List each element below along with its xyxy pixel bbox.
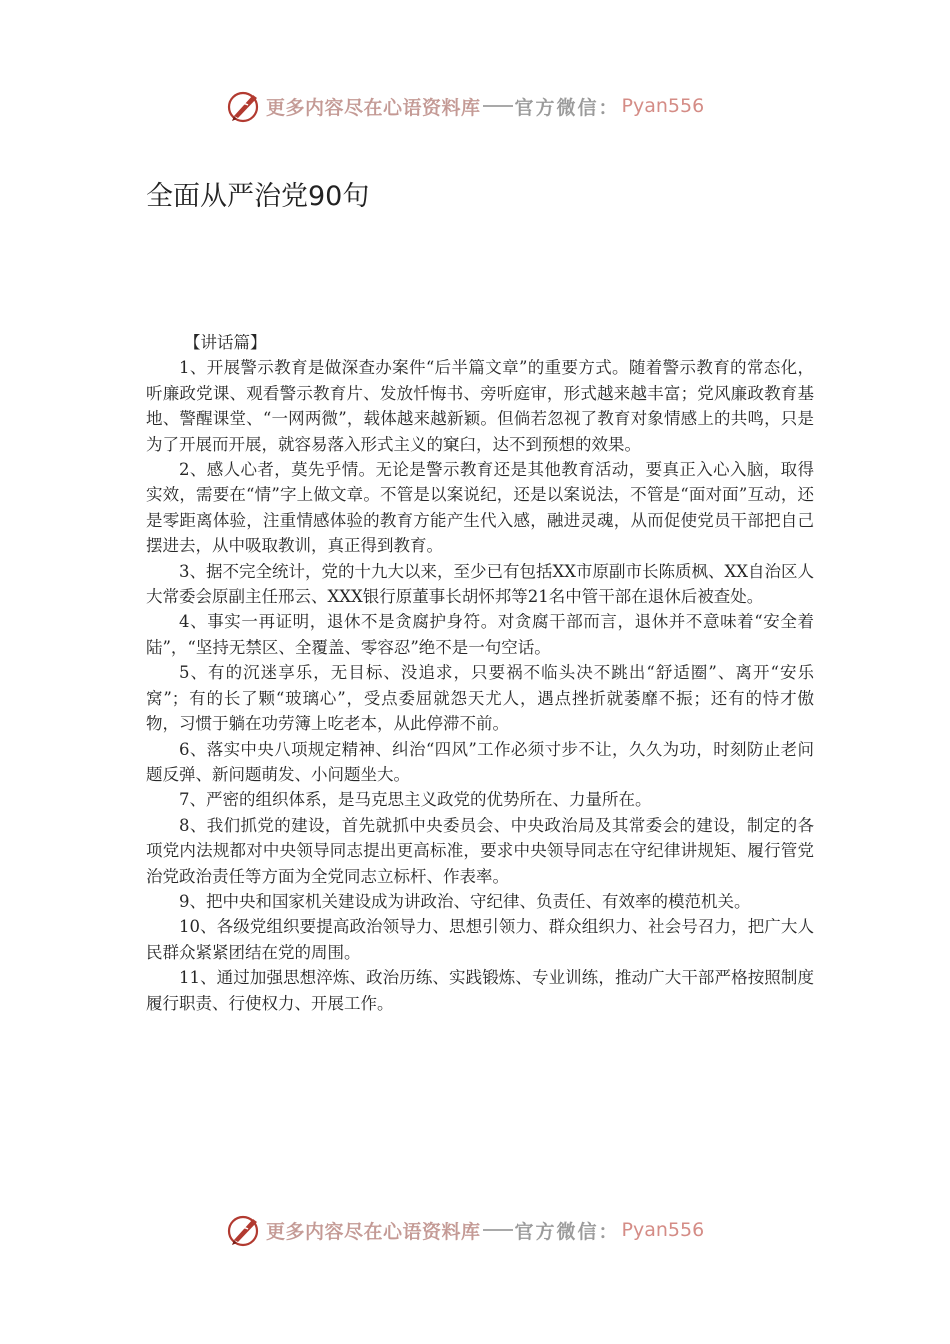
banner-divider <box>483 1229 513 1231</box>
pen-logo-icon <box>226 88 262 124</box>
paragraph: 9、把中央和国家机关建设成为讲政治、守纪律、负责任、有效率的模范机关。 <box>179 891 751 911</box>
document-body <box>146 330 814 1016</box>
paragraph: 8、我们抓党的建设，首先就抓中央委员会、中央政治局及其常委会的建设，制定的各项党内法规都对中央领导同志提出更高标准，要求中央领导同志在守纪律讲规矩、履行管党治党政治责任等方面为全党同志立标杆、作表率。 <box>146 815 814 886</box>
paragraph: 2、感人心者，莫先乎情。无论是警示教育还是其他教育活动，要真正入心入脑，取得实效，需要在“情”字上做文章。不管是以案说纪，还是以案说法，不管是“面对面”互动，还是零距离体验，注重情感体验的教育方能产生代入感，融进灵魂，从而促使党员干部把自己摆进去，从中吸取教训，真正得到教育。 <box>146 460 814 556</box>
banner-subtitle: 官方微信： <box>514 96 620 119</box>
page-title: 全面从严治党90句 <box>146 181 370 212</box>
banner-text: 更多内容尽在心语资料库 <box>266 96 481 119</box>
banner-text: 更多内容尽在心语资料库 <box>266 1220 481 1243</box>
footer-banner <box>226 1210 704 1250</box>
paragraph: 10、各级党组织要提高政治领导力、思想引领力、群众组织力、社会号召力，把广大人民群众紧紧团结在党的周围。 <box>146 917 814 962</box>
paragraph: 7、严密的组织体系，是马克思主义政党的优势所在、力量所在。 <box>179 790 652 810</box>
paragraph: 5、有的沉迷享乐，无目标、没追求，只要祸不临头决不跳出“舒适圈”、离开“安乐窝”；有的长了颗“玻璃心”，受点委屈就怨天尤人，遇点挫折就萎靡不振；还有的恃才傲物，习惯于躺在功劳簿上吃老本，从此停滞不前。 <box>146 663 814 734</box>
paragraph: 1、开展警示教育是做深查办案件“后半篇文章”的重要方式。随着警示教育的常态化，听廉政党课、观看警示教育片、发放忏悔书、旁听庭审，形式越来越丰富；党风廉政教育基地、警醒课堂、“一网两微”，载体越来越新颖。但倘若忽视了教育对象情感上的共鸣，只是为了开展而开展，就容易落入形式主义的窠臼，达不到预想的效果。 <box>146 358 814 454</box>
banner-wechat-id: Pyan556 <box>621 95 705 117</box>
paragraph: 11、通过加强思想淬炼、政治历练、实践锻炼、专业训练，推动广大干部严格按照制度履行职责、行使权力、开展工作。 <box>146 968 814 1013</box>
paragraph: 3、据不完全统计，党的十九大以来，至少已有包括XX市原副市长陈质枫、XX自治区人大常委会原副主任邢云、XXX银行原董事长胡怀邦等21名中管干部在退休后被查处。 <box>146 561 814 607</box>
pen-logo-icon <box>226 1212 262 1248</box>
paragraph: 4、事实一再证明，退休不是贪腐护身符。对贪腐干部而言，退休并不意味着“安全着陆”，“坚持无禁区、全覆盖、零容忍”绝不是一句空话。 <box>146 612 814 657</box>
section-heading: 【讲话篇】 <box>183 333 267 352</box>
banner-divider <box>483 105 513 107</box>
header-banner <box>226 86 704 126</box>
banner-subtitle: 官方微信： <box>514 1220 620 1243</box>
banner-wechat-id: Pyan556 <box>621 1219 705 1241</box>
paragraph: 6、落实中央八项规定精神、纠治“四风”工作必须寸步不让，久久为功，时刻防止老问题反弹、新问题萌发、小问题坐大。 <box>146 739 814 784</box>
